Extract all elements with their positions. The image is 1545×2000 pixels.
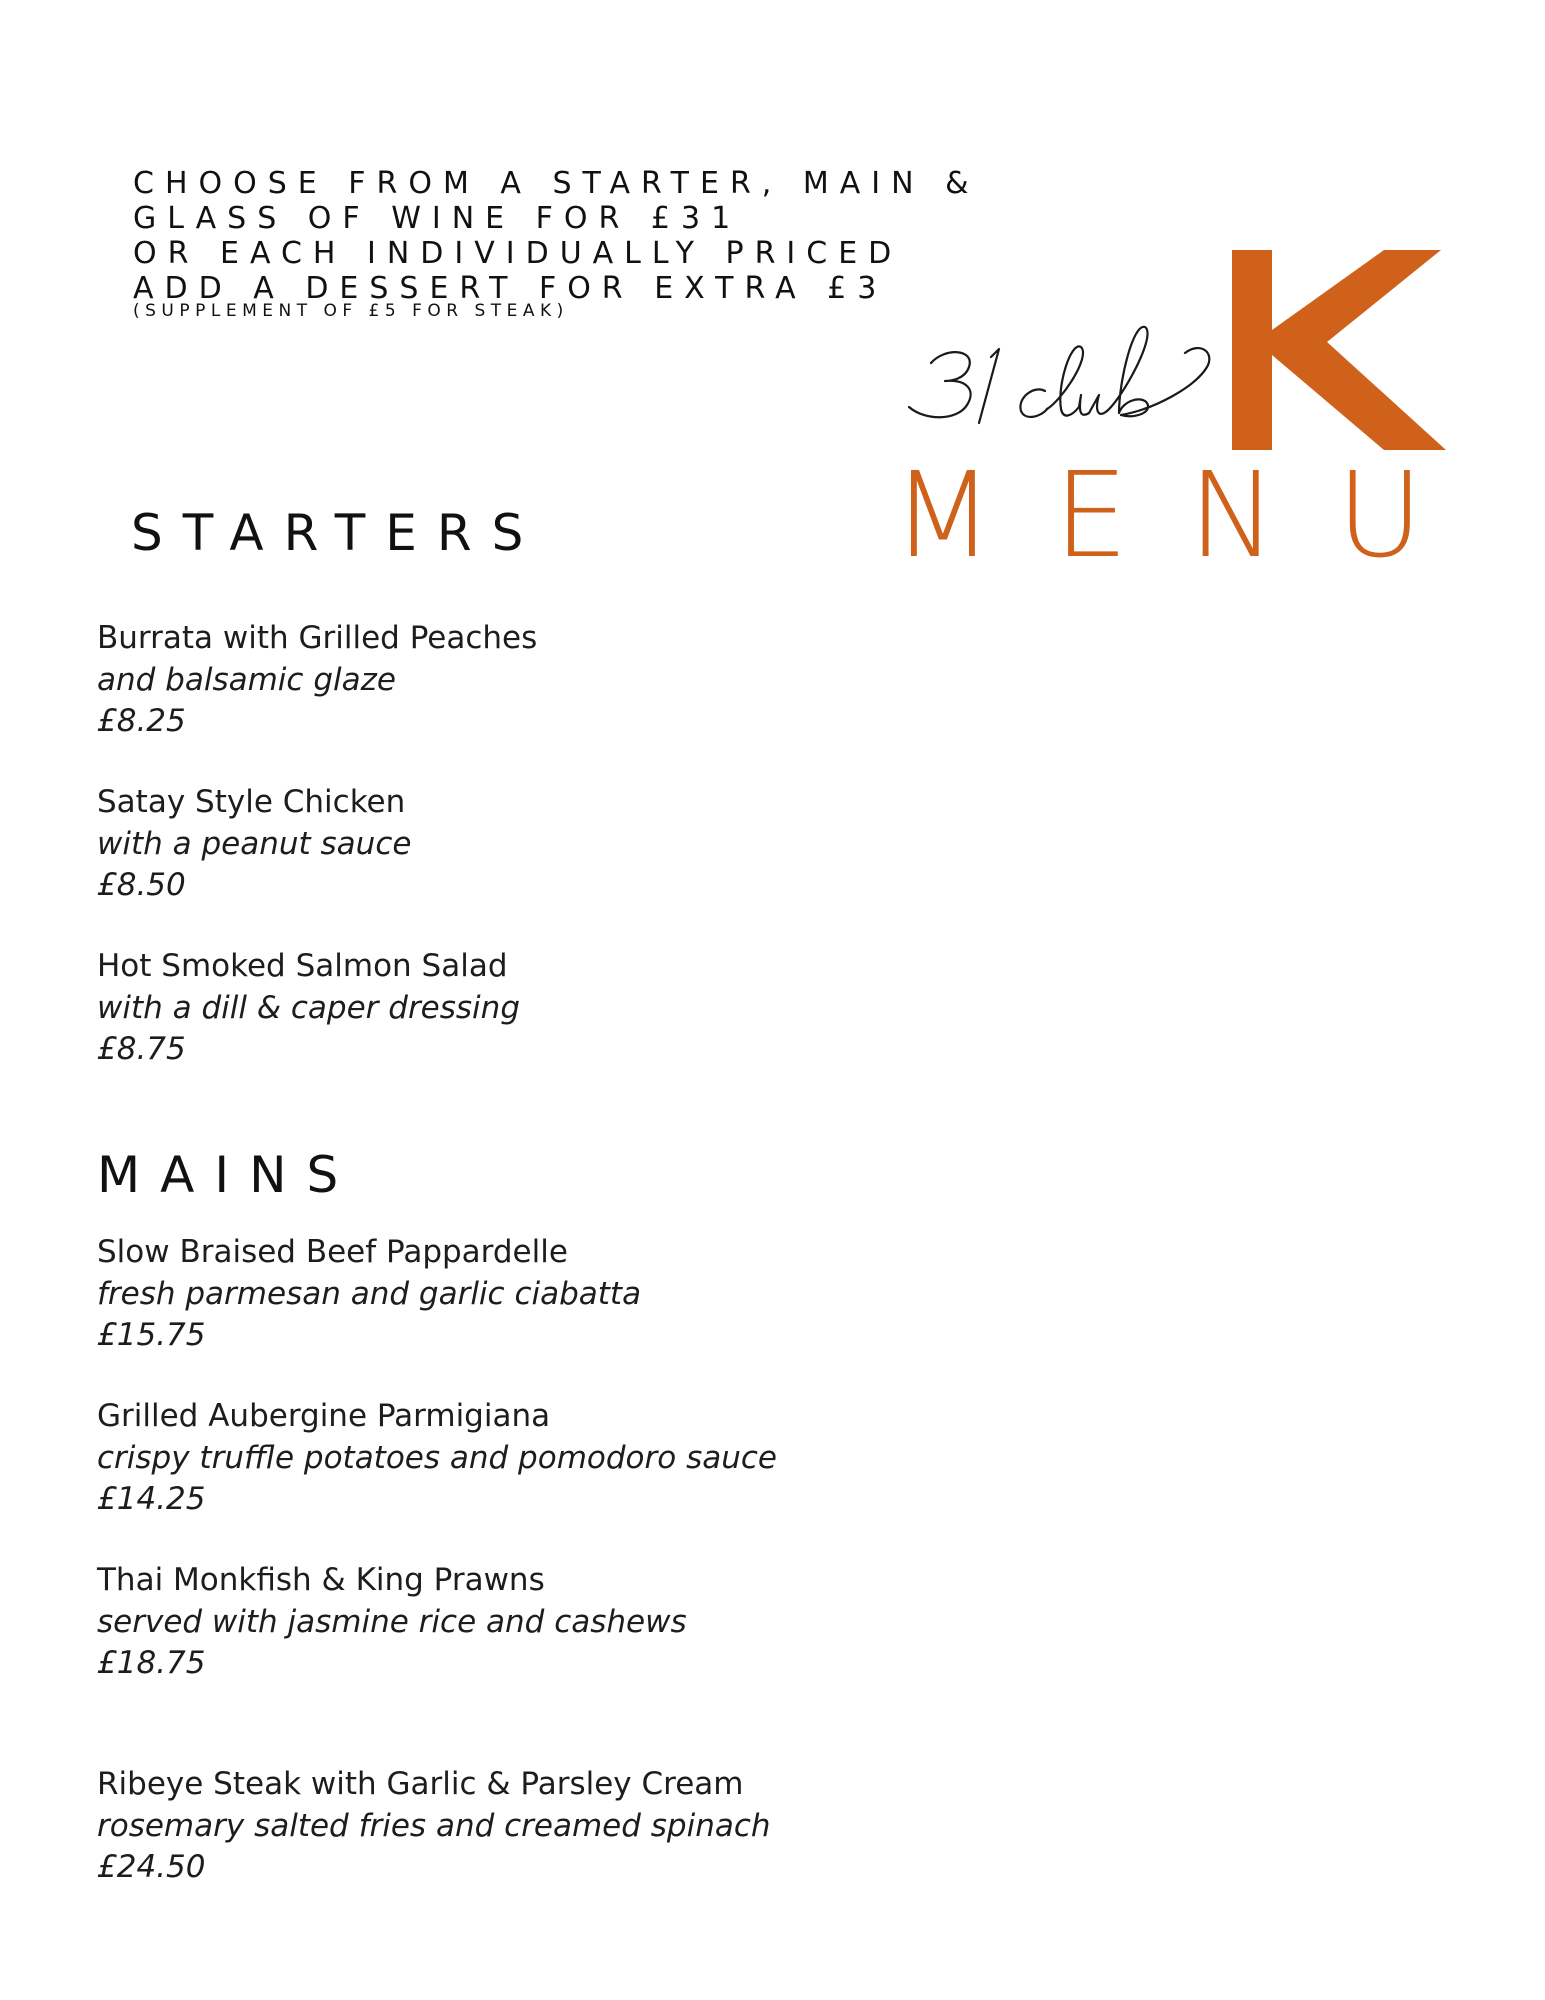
dish-description: and balsamic glaze xyxy=(97,661,396,698)
starter-item xyxy=(97,782,411,907)
starter-item xyxy=(97,946,520,1071)
offer-intro xyxy=(133,166,980,320)
club-script-logo xyxy=(895,305,1275,435)
dish-price: £15.75 xyxy=(97,1317,206,1353)
dish-name: Slow Braised Beef Pappardelle xyxy=(97,1234,568,1270)
dish-description: fresh parmesan and garlic ciabatta xyxy=(97,1275,642,1312)
main-item xyxy=(97,1232,641,1357)
dish-description: rosemary salted fries and creamed spinach xyxy=(97,1807,771,1844)
dish-description: served with jasmine rice and cashews xyxy=(97,1603,687,1640)
menu-heading: MENU xyxy=(892,446,1484,584)
intro-line: CHOOSE FROM A STARTER, MAIN & xyxy=(133,166,980,201)
dish-name: Hot Smoked Salmon Salad xyxy=(97,948,508,984)
dish-price: £24.50 xyxy=(97,1849,206,1885)
dish-description: with a peanut sauce xyxy=(97,825,412,862)
dish-name: Grilled Aubergine Parmigiana xyxy=(97,1398,551,1434)
starters-heading: STARTERS xyxy=(131,504,544,562)
intro-line: OR EACH INDIVIDUALLY PRICED xyxy=(133,236,903,271)
dish-price: £8.25 xyxy=(97,703,186,739)
main-item xyxy=(97,1560,687,1685)
mains-heading: MAINS xyxy=(97,1146,359,1204)
dish-name: Satay Style Chicken xyxy=(97,784,406,820)
dish-description: with a dill & caper dressing xyxy=(97,989,520,1026)
intro-line: GLASS OF WINE FOR £31 xyxy=(133,201,742,236)
main-item xyxy=(97,1764,771,1889)
starter-item xyxy=(97,618,537,743)
dish-name: Thai Monkfish & King Prawns xyxy=(97,1562,545,1598)
steak-supplement-note: (SUPPLEMENT OF £5 FOR STEAK) xyxy=(133,301,569,321)
dish-price: £18.75 xyxy=(97,1645,206,1681)
dish-price: £14.25 xyxy=(97,1481,206,1517)
intro-line: ADD A DESSERT FOR EXTRA £3 xyxy=(133,271,888,306)
dish-name: Burrata with Grilled Peaches xyxy=(97,620,538,656)
dish-description: crispy truffle potatoes and pomodoro sauce xyxy=(97,1439,777,1476)
dish-name: Ribeye Steak with Garlic & Parsley Cream xyxy=(97,1766,744,1802)
dish-price: £8.75 xyxy=(97,1031,186,1067)
main-item xyxy=(97,1396,777,1521)
dish-price: £8.50 xyxy=(97,867,186,903)
